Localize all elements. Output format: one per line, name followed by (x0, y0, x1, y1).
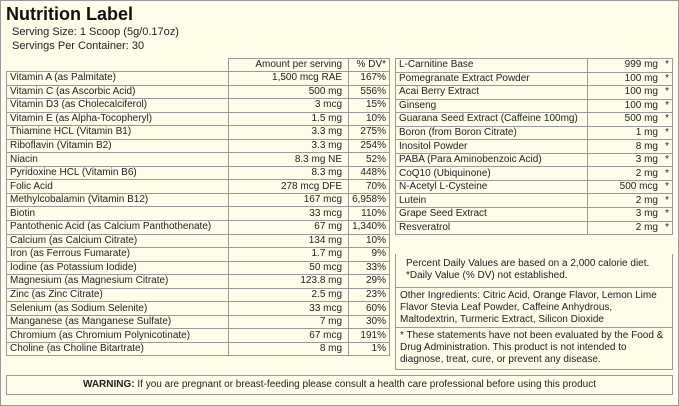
table-row (7, 139, 390, 153)
nutrient-amount: 50 mcg (229, 261, 349, 275)
nutrient-dv: 448% (349, 166, 390, 180)
table-row (7, 72, 390, 86)
dv-notes (395, 254, 673, 288)
nutrient-dv: 52% (349, 153, 390, 167)
nutrient-name: Pantothenic Acid (as Calcium Panthothenate) (7, 221, 229, 235)
header-blank (7, 59, 229, 72)
nutrient-dv: 6,958% (349, 193, 390, 207)
table-row (7, 166, 390, 180)
table-row (396, 126, 673, 140)
table-row (7, 112, 390, 126)
nutrient-name: Chromium (as Chromium Polynicotinate) (7, 329, 229, 343)
dv-not-established-mark: * (660, 126, 673, 140)
nutrient-dv: 15% (349, 99, 390, 113)
dv-not-established-mark: * (660, 194, 673, 208)
nutrient-dv: 33% (349, 261, 390, 275)
table-row (7, 248, 390, 262)
nutrient-name: Vitamin A (as Palmitate) (7, 72, 229, 86)
ingredient-amount: 3 mg (588, 208, 661, 222)
ingredient-name: N-Acetyl L-Cysteine (396, 180, 588, 194)
ingredient-amount: 100 mg (588, 86, 661, 100)
nutrient-dv: 70% (349, 180, 390, 194)
servings-per-container: Servings Per Container: 30 (12, 40, 145, 52)
ingredient-amount: 500 mcg (588, 180, 661, 194)
ingredient-amount: 2 mg (588, 221, 661, 235)
table-row (396, 99, 673, 113)
table-row (396, 221, 673, 235)
nutrient-amount: 8.3 mg (229, 166, 349, 180)
dv-not-established-mark: * (660, 99, 673, 113)
table-row (7, 153, 390, 167)
ingredient-name: Grape Seed Extract (396, 208, 588, 222)
ingredient-amount: 100 mg (588, 72, 661, 86)
dv-not-established-mark: * (660, 167, 673, 181)
nutrient-name: Calcium (as Calcium Citrate) (7, 234, 229, 248)
nutrient-amount: 134 mg (229, 234, 349, 248)
nutrient-name: Iodine (as Potassium Iodide) (7, 261, 229, 275)
ingredient-amount: 8 mg (588, 140, 661, 154)
dv-note-1: Percent Daily Values are based on a 2,000 calorie diet. (406, 258, 650, 269)
ingredient-name: L-Carnitine Base (396, 59, 588, 73)
table-row (396, 153, 673, 167)
nutrient-amount: 1.5 mg (229, 112, 349, 126)
table-row (7, 315, 390, 329)
nutrient-name: Riboflavin (Vitamin B2) (7, 139, 229, 153)
nutrient-amount: 500 mg (229, 85, 349, 99)
vitamins-table (6, 58, 390, 356)
table-row (7, 342, 390, 356)
table-row (7, 180, 390, 194)
ingredient-name: Boron (from Boron Citrate) (396, 126, 588, 140)
nutrient-name: Manganese (as Manganese Sulfate) (7, 315, 229, 329)
dv-not-established-mark: * (660, 208, 673, 222)
table-row (396, 194, 673, 208)
nutrient-name: Pyridoxine HCL (Vitamin B6) (7, 166, 229, 180)
dv-not-established-mark: * (660, 221, 673, 235)
nutrient-name: Biotin (7, 207, 229, 221)
table-row (7, 221, 390, 235)
nutrient-amount: 8 mg (229, 342, 349, 356)
nutrient-name: Folic Acid (7, 180, 229, 194)
dv-not-established-mark: * (660, 140, 673, 154)
nutrient-amount: 1,500 mcg RAE (229, 72, 349, 86)
nutrient-dv: 23% (349, 288, 390, 302)
nutrient-dv: 9% (349, 248, 390, 262)
nutrient-amount: 2.5 mg (229, 288, 349, 302)
fda-disclaimer: * These statements have not been evaluated by the Food & Drug Administration. This product is not intended to diagnose, treat, cure, or prevent any disease. (395, 328, 673, 370)
table-row (396, 72, 673, 86)
nutrient-dv: 167% (349, 72, 390, 86)
nutrient-dv: 556% (349, 85, 390, 99)
table-row (7, 193, 390, 207)
serving-size: Serving Size: 1 Scoop (5g/0.17oz) (12, 26, 179, 38)
nutrient-name: Niacin (7, 153, 229, 167)
nutrient-amount: 33 mcg (229, 302, 349, 316)
nutrient-name: Magnesium (as Magnesium Citrate) (7, 275, 229, 289)
table-row (7, 288, 390, 302)
nutrient-name: Thiamine HCL (Vitamin B1) (7, 126, 229, 140)
table-row (396, 208, 673, 222)
other-ingredients: Other Ingredients: Citric Acid, Orange Flavor, Lemon Lime Flavor Stevia Leaf Powder, Caffeine Anhydrous, Maltodextrin, Turmeric Extract, Silicon Dioxide (395, 288, 673, 328)
table-row (396, 140, 673, 154)
nutrient-dv: 110% (349, 207, 390, 221)
header-dv: % DV* (349, 59, 390, 72)
nutrient-name: Iron (as Ferrous Fumarate) (7, 248, 229, 262)
nutrient-amount: 33 mcg (229, 207, 349, 221)
dv-not-established-mark: * (660, 86, 673, 100)
nutrient-dv: 275% (349, 126, 390, 140)
ingredient-name: CoQ10 (Ubiquinone) (396, 167, 588, 181)
table-header (7, 59, 390, 72)
ingredient-amount: 2 mg (588, 167, 661, 181)
dv-note-2: *Daily Value (% DV) not established. (406, 270, 568, 281)
nutrient-dv: 10% (349, 234, 390, 248)
dv-not-established-mark: * (660, 59, 673, 73)
ingredient-amount: 3 mg (588, 153, 661, 167)
label-title: Nutrition Label (6, 4, 133, 24)
table-row (396, 180, 673, 194)
table-row (396, 86, 673, 100)
ingredient-amount: 500 mg (588, 113, 661, 127)
table-row (7, 261, 390, 275)
dv-not-established-mark: * (660, 113, 673, 127)
table-row (7, 302, 390, 316)
nutrient-amount: 167 mcg (229, 193, 349, 207)
warning-text: If you are pregnant or breast-feeding please consult a health care professional before using this product (134, 379, 597, 390)
nutrient-dv: 191% (349, 329, 390, 343)
header-amount: Amount per serving (229, 59, 349, 72)
nutrient-dv: 254% (349, 139, 390, 153)
nutrient-dv: 1% (349, 342, 390, 356)
nutrient-dv: 30% (349, 315, 390, 329)
nutrient-amount: 8.3 mg NE (229, 153, 349, 167)
supplements-table (395, 58, 673, 235)
dv-not-established-mark: * (660, 72, 673, 86)
ingredient-name: Guarana Seed Extract (Caffeine 100mg) (396, 113, 588, 127)
nutrient-amount: 3 mcg (229, 99, 349, 113)
nutrient-amount: 67 mcg (229, 329, 349, 343)
ingredient-name: PABA (Para Aminobenzoic Acid) (396, 153, 588, 167)
nutrient-name: Methylcobalamin (Vitamin B12) (7, 193, 229, 207)
table-row (396, 59, 673, 73)
table-row (7, 99, 390, 113)
ingredient-name: Lutein (396, 194, 588, 208)
dv-not-established-mark: * (660, 153, 673, 167)
nutrient-dv: 10% (349, 112, 390, 126)
nutrient-name: Selenium (as Sodium Selenite) (7, 302, 229, 316)
ingredient-name: Pomegranate Extract Powder (396, 72, 588, 86)
nutrient-name: Vitamin E (as Alpha-Tocopheryl) (7, 112, 229, 126)
nutrient-amount: 1.7 mg (229, 248, 349, 262)
nutrient-amount: 67 mg (229, 221, 349, 235)
nutrient-dv: 29% (349, 275, 390, 289)
table-row (7, 126, 390, 140)
ingredient-amount: 999 mg (588, 59, 661, 73)
warning-banner (6, 375, 673, 395)
ingredient-name: Ginseng (396, 99, 588, 113)
ingredient-name: Inositol Powder (396, 140, 588, 154)
nutrient-amount: 278 mcg DFE (229, 180, 349, 194)
nutrient-dv: 60% (349, 302, 390, 316)
table-row (396, 167, 673, 181)
ingredient-name: Acai Berry Extract (396, 86, 588, 100)
nutrient-name: Vitamin C (as Ascorbic Acid) (7, 85, 229, 99)
nutrient-amount: 3.3 mg (229, 139, 349, 153)
ingredient-amount: 1 mg (588, 126, 661, 140)
warning-label: WARNING: (82, 379, 135, 390)
dv-not-established-mark: * (660, 180, 673, 194)
table-row (7, 234, 390, 248)
table-row (7, 329, 390, 343)
table-row (7, 85, 390, 99)
nutrient-name: Zinc (as Zinc Citrate) (7, 288, 229, 302)
table-row (7, 207, 390, 221)
nutrient-dv: 1,340% (349, 221, 390, 235)
ingredient-amount: 2 mg (588, 194, 661, 208)
nutrient-amount: 7 mg (229, 315, 349, 329)
table-row (396, 113, 673, 127)
ingredient-amount: 100 mg (588, 99, 661, 113)
ingredient-name: Resveratrol (396, 221, 588, 235)
table-row (7, 275, 390, 289)
nutrient-name: Choline (as Choline Bitartrate) (7, 342, 229, 356)
nutrient-name: Vitamin D3 (as Cholecalciferol) (7, 99, 229, 113)
nutrient-amount: 3.3 mg (229, 126, 349, 140)
nutrient-amount: 123.8 mg (229, 275, 349, 289)
